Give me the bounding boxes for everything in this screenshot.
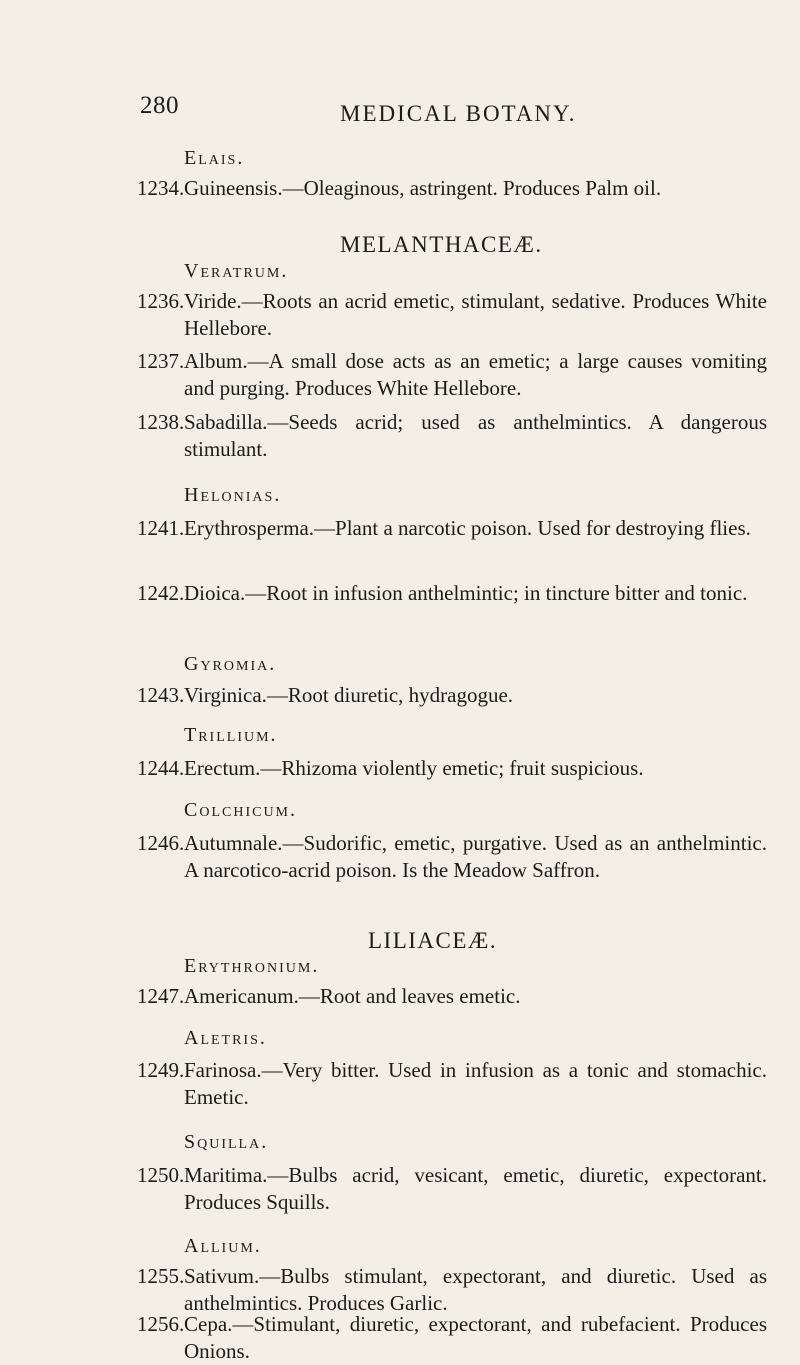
genus-heading-helonias: Helonias. <box>184 484 282 506</box>
entry-number: 1246. <box>137 831 185 855</box>
entry-number: 1238. <box>137 410 185 434</box>
entry-number: 1255. <box>137 1264 185 1288</box>
genus-heading-allium: Allium. <box>184 1235 262 1257</box>
entry-text: Erythrosperma.—Plant a narcotic poison. Used for destroying flies. <box>184 516 751 540</box>
genus-heading-trillium: Trillium. <box>184 724 278 746</box>
entry-text: Viride.—Roots an acrid emetic, stimulant, sedative. Produces White Hellebore. <box>184 289 767 340</box>
page-number: 280 <box>140 92 179 119</box>
entry-number: 1242. <box>137 581 185 605</box>
entry-number: 1237. <box>137 349 185 373</box>
entry-text: Album.—A small dose acts as an emetic; a large causes vomiting and purging. Produces White Hellebore. <box>184 349 767 400</box>
entry-text: Virginica.—Root diuretic, hydragogue. <box>184 683 514 707</box>
entry-text: Sativum.—Bulbs stimulant, expectorant, and diuretic. Used as anthelmintics. Produces Garlic. <box>184 1264 767 1315</box>
family-heading-liliaceae: LILIACEÆ. <box>368 928 498 953</box>
entry-number: 1256. <box>137 1312 185 1336</box>
entry-number: 1236. <box>137 289 185 313</box>
running-title: MEDICAL BOTANY. <box>340 101 577 126</box>
entry-text: Maritima.—Bulbs acrid, vesicant, emetic, diuretic, expectorant. Produces Squills. <box>184 1163 767 1214</box>
entry-text: Guineensis.—Oleaginous, astringent. Produces Palm oil. <box>184 176 662 200</box>
entry-text: Sabadilla.—Seeds acrid; used as anthelmintics. A dangerous stimulant. <box>184 410 767 461</box>
entry-text: Dioica.—Root in infusion anthelmintic; in tincture bitter and tonic. <box>184 581 748 605</box>
genus-heading-aletris: Aletris. <box>184 1027 267 1049</box>
entry-number: 1243. <box>137 683 185 707</box>
entry-number: 1241. <box>137 516 185 540</box>
genus-heading-colchicum: Colchicum. <box>184 799 298 821</box>
entry-text: Autumnale.—Sudorific, emetic, purgative. Used as an anthelmintic. A narcotico-acrid poison. Is the Meadow Saffron. <box>184 831 767 882</box>
entry-text: Cepa.—Stimulant, diuretic, expectorant, and rubefacient. Produces Onions. <box>184 1312 767 1363</box>
genus-heading-veratrum: Veratrum. <box>184 260 289 282</box>
genus-heading-squilla: Squilla. <box>184 1131 269 1153</box>
entry-number: 1234. <box>137 176 185 200</box>
entry-number: 1247. <box>137 984 185 1008</box>
genus-heading-elais: Elais. <box>184 147 245 169</box>
genus-heading-erythronium: Erythronium. <box>184 955 320 977</box>
entry-number: 1250. <box>137 1163 185 1187</box>
entry-number: 1249. <box>137 1058 185 1082</box>
family-heading-melanthaceae: MELANTHACEÆ. <box>340 232 543 257</box>
entry-text: Farinosa.—Very bitter. Used in infusion as a tonic and stomachic. Emetic. <box>184 1058 767 1109</box>
entry-text: Erectum.—Rhizoma violently emetic; fruit suspicious. <box>184 756 644 780</box>
entry-number: 1244. <box>137 756 185 780</box>
genus-heading-gyromia: Gyromia. <box>184 653 277 675</box>
entry-text: Americanum.—Root and leaves emetic. <box>184 984 521 1008</box>
